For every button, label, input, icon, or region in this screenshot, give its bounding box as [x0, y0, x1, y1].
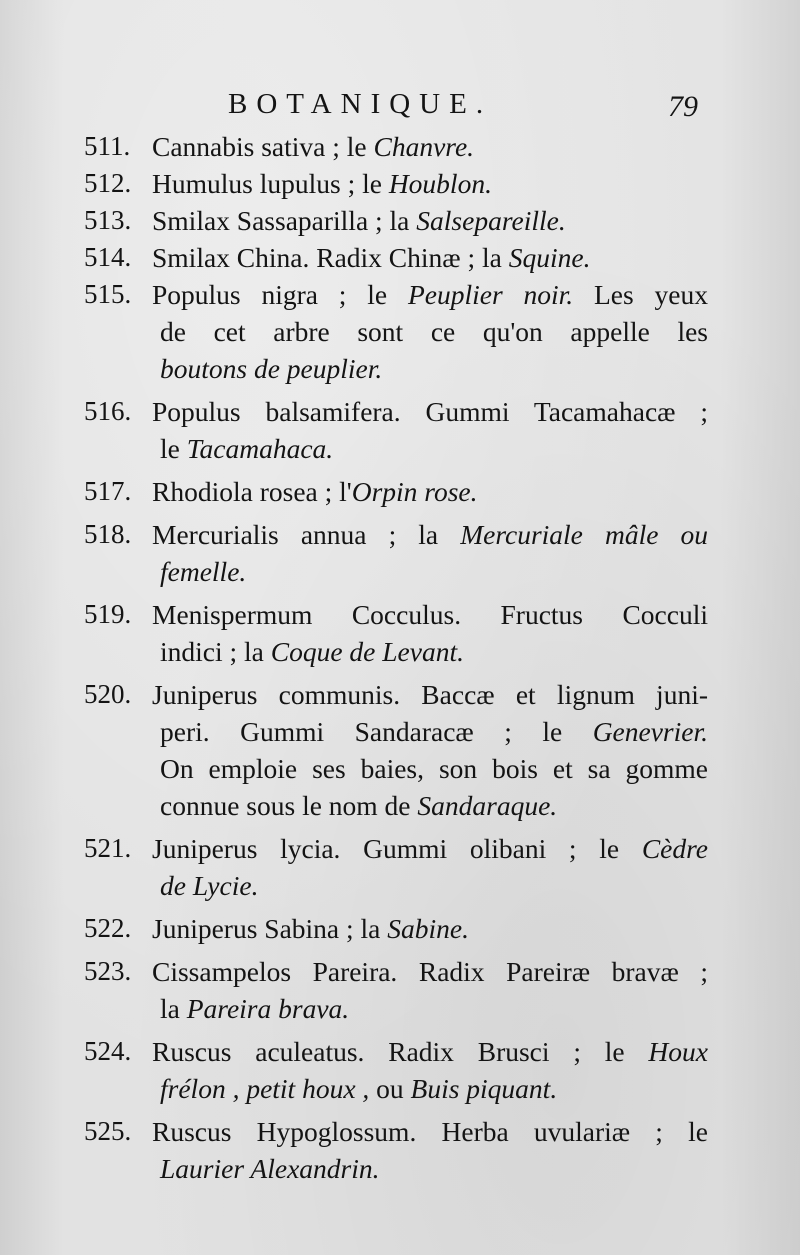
italic-text: Sabine.	[387, 913, 469, 944]
catalog-entry	[0, 516, 800, 590]
roman-text: Smilax Sassaparilla ; la	[152, 205, 417, 236]
entry-number: 513.	[84, 205, 132, 235]
roman-text: connue sous le nom de	[160, 790, 418, 821]
page-header	[0, 88, 800, 128]
roman-text: On emploie ses baies, son bois et sa gomme	[160, 753, 708, 784]
italic-text: Sandaraque.	[417, 790, 558, 821]
entry-line	[0, 910, 800, 947]
roman-text: Juniperus lycia. Gummi olibani ; le	[152, 833, 642, 864]
entry-line	[0, 553, 800, 590]
entry-number: 521.	[84, 833, 132, 863]
catalog-entry	[0, 393, 800, 467]
entry-line	[0, 276, 800, 313]
entry-line	[0, 1150, 800, 1187]
entry-number: 516.	[84, 396, 132, 426]
entry-list	[0, 128, 800, 1187]
italic-text: Salsepareille.	[416, 205, 566, 236]
entry-line	[0, 676, 800, 713]
entry-line	[0, 350, 800, 387]
roman-text: Cissampelos Pareira. Radix Pareiræ bravæ ;	[152, 956, 708, 987]
entry-number: 514.	[84, 242, 132, 272]
entry-number: 518.	[84, 519, 132, 549]
entry-line	[0, 516, 800, 553]
roman-text: Rhodiola rosea ; l'	[152, 476, 352, 507]
italic-text: Buis piquant.	[410, 1073, 558, 1104]
entry-line	[0, 750, 800, 787]
italic-text: Coque de Levant.	[270, 636, 464, 667]
roman-text: Menispermum Cocculus. Fructus Cocculi	[152, 599, 708, 630]
italic-text: Genevrier.	[592, 716, 708, 747]
roman-text: de cet arbre sont ce qu'on appelle les	[160, 316, 708, 347]
entry-line	[0, 128, 800, 165]
entry-number: 525.	[84, 1116, 132, 1146]
roman-text: Smilax China. Radix Chinæ ; la	[152, 242, 509, 273]
entry-line	[0, 713, 800, 750]
roman-text: Humulus lupulus ; le	[152, 168, 389, 199]
roman-text: Populus nigra ; le	[152, 279, 408, 310]
roman-text: Juniperus Sabina ; la	[152, 913, 388, 944]
italic-text: frélon , petit houx ,	[160, 1073, 370, 1104]
catalog-entry	[0, 276, 800, 387]
entry-line	[0, 867, 800, 904]
entry-line	[0, 787, 800, 824]
roman-text: peri. Gummi Sandaracæ ; le	[160, 716, 593, 747]
entry-line	[0, 830, 800, 867]
entry-number: 524.	[84, 1036, 132, 1066]
catalog-entry	[0, 830, 800, 904]
entry-number: 512.	[84, 168, 132, 198]
roman-text: Juniperus communis. Baccæ et lignum juni-	[152, 679, 708, 710]
catalog-entry	[0, 128, 800, 165]
entry-line	[0, 393, 800, 430]
roman-text: Les yeux	[573, 279, 708, 310]
roman-text: indici ; la	[160, 636, 271, 667]
italic-text: Mercuriale mâle ou	[460, 519, 708, 550]
entry-line	[0, 1033, 800, 1070]
entry-line	[0, 633, 800, 670]
italic-text: Houx	[648, 1036, 708, 1067]
roman-text: Cannabis sativa ; le	[152, 131, 374, 162]
catalog-entry	[0, 239, 800, 276]
entry-line	[0, 430, 800, 467]
italic-text: femelle.	[160, 556, 247, 587]
catalog-entry	[0, 165, 800, 202]
catalog-entry	[0, 910, 800, 947]
roman-text: Ruscus aculeatus. Radix Brusci ; le	[152, 1036, 649, 1067]
italic-text: Chanvre.	[373, 131, 475, 162]
catalog-entry	[0, 676, 800, 824]
roman-text: le	[160, 433, 187, 464]
italic-text: Laurier Alexandrin.	[160, 1153, 380, 1184]
italic-text: Orpin rose.	[351, 476, 478, 507]
entry-number: 517.	[84, 476, 132, 506]
entry-number: 522.	[84, 913, 132, 943]
catalog-entry	[0, 202, 800, 239]
italic-text: Pareira brava.	[186, 993, 350, 1024]
italic-text: boutons de peuplier.	[160, 353, 383, 384]
italic-text: Squine.	[508, 242, 591, 273]
roman-text: Mercurialis annua ; la	[152, 519, 461, 550]
italic-text: Houblon.	[388, 168, 492, 199]
entry-line	[0, 1113, 800, 1150]
entry-number: 523.	[84, 956, 132, 986]
running-title: BOTANIQUE.	[228, 88, 493, 120]
entry-line	[0, 473, 800, 510]
entry-line	[0, 313, 800, 350]
catalog-entry	[0, 473, 800, 510]
italic-text: Cèdre	[641, 833, 708, 864]
entry-number: 520.	[84, 679, 132, 709]
italic-text: de Lycie.	[160, 870, 259, 901]
page-number: 79	[668, 90, 698, 123]
entry-number: 511.	[84, 131, 131, 161]
entry-line	[0, 165, 800, 202]
entry-number: 515.	[84, 279, 132, 309]
roman-text: Populus balsamifera. Gummi Tacamahacæ ;	[152, 396, 708, 427]
roman-text: ou	[369, 1073, 411, 1104]
italic-text: Tacamahaca.	[186, 433, 334, 464]
entry-line	[0, 1070, 800, 1107]
entry-line	[0, 990, 800, 1027]
entry-line	[0, 596, 800, 633]
entry-number: 519.	[84, 599, 132, 629]
entry-line	[0, 239, 800, 276]
catalog-entry	[0, 596, 800, 670]
roman-text: Ruscus Hypoglossum. Herba uvulariæ ; le	[152, 1116, 708, 1147]
roman-text: la	[160, 993, 187, 1024]
entry-line	[0, 202, 800, 239]
entry-line	[0, 953, 800, 990]
catalog-entry	[0, 1033, 800, 1107]
italic-text: Peuplier noir.	[407, 279, 574, 310]
catalog-entry	[0, 1113, 800, 1187]
catalog-entry	[0, 953, 800, 1027]
